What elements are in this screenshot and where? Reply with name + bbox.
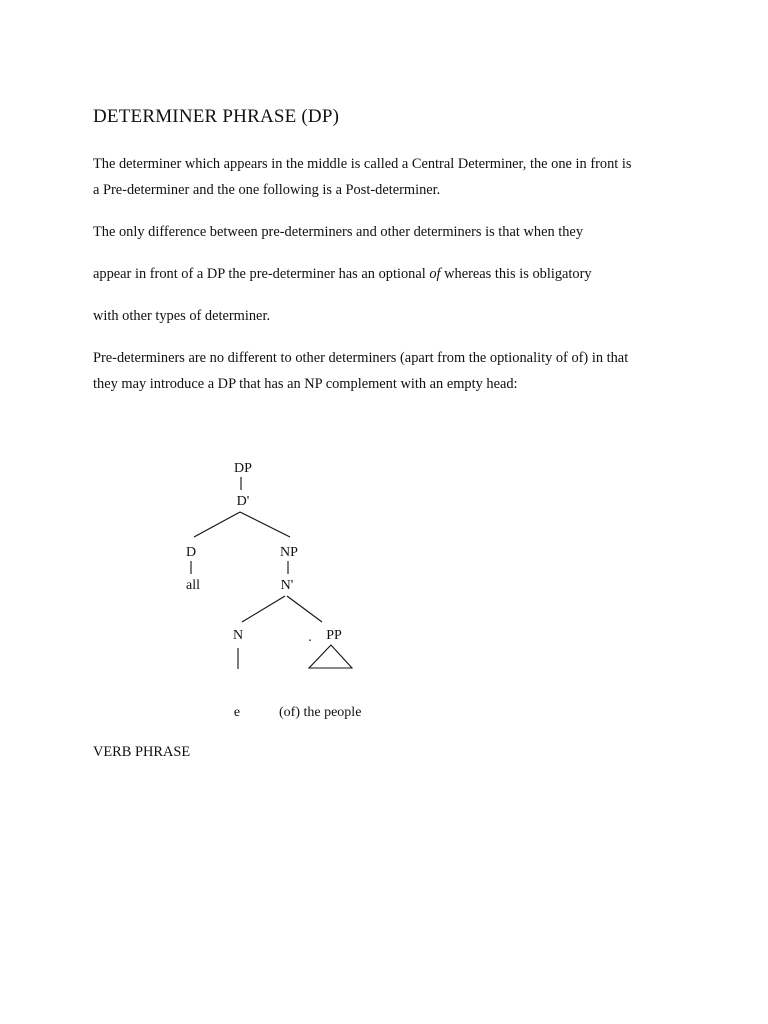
tree-node-n: N: [232, 628, 244, 643]
paragraph-2-line-2-text-a: appear in front of a DP the pre-determiner has an optional: [93, 266, 430, 282]
tree-node-d: D: [185, 545, 197, 560]
tree-leaf-pp-text: (of) the people: [279, 705, 362, 720]
paragraph-2-line-3: with other types of determiner.: [93, 308, 271, 324]
paragraph-2-line-2-text-b: whereas this is obligatory: [440, 266, 592, 282]
tree-edge-dbar-np: [240, 512, 290, 537]
paragraph-1-line-2: a Pre-determiner and the one following is a Post-determiner.: [93, 182, 441, 198]
paragraph-1-line-1: The determiner which appears in the middle is called a Central Determiner, the one in front is: [93, 156, 632, 172]
tree-edge-nbar-n: [242, 596, 285, 622]
section-heading-verb-phrase: VERB PHRASE: [93, 744, 191, 760]
paragraph-2-line-1: The only difference between pre-determiners and other determiners is that when they: [93, 224, 584, 240]
tree-triangle-pp: [309, 645, 352, 668]
tree-leaf-all: all: [186, 578, 200, 593]
tree-node-d-bar: D': [236, 494, 250, 509]
paragraph-3-line-1: Pre-determiners are no different to other determiners (apart from the optionality of of) in that: [93, 350, 629, 366]
tree-leaf-e: e: [233, 705, 241, 720]
paragraph-3-line-2: they may introduce a DP that has an NP complement with an empty head:: [93, 376, 518, 392]
tree-node-pp: PP: [326, 628, 342, 643]
page-title: DETERMINER PHRASE (DP): [93, 106, 340, 127]
tree-node-dp: DP: [234, 461, 252, 476]
tree-edge-dbar-d: [194, 512, 240, 537]
tree-edge-nbar-pp: [287, 596, 322, 622]
tree-stray-dot: .: [308, 630, 312, 645]
tree-node-n-bar: N': [280, 578, 294, 593]
paragraph-2-line-2-italic-of: of: [429, 266, 441, 282]
tree-node-np: NP: [280, 545, 298, 560]
